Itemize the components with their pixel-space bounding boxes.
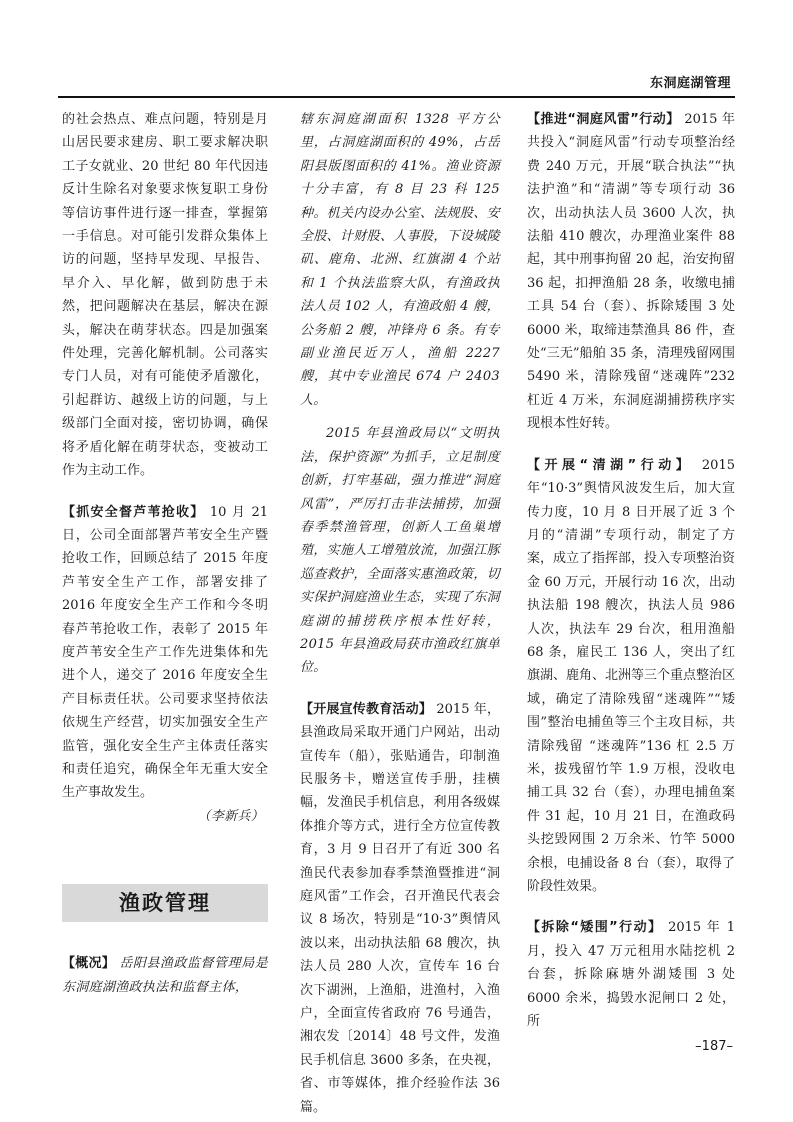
col2-paragraph-3-body: 2015 年，县渔政局采取开通门户网站，出动宣传车（船），张贴通告，印制渔民服务卡，赠送宣传手册，挂横幅，发渔民手机信息，利用各级媒体推介等方式，进行全方位宣传教育，3 月 9 日召开了有近 300 名渔民代表参加春季禁渔暨推进“洞庭风雷”工作会，召开渔民代表会议 8 场次，特别是“10·3”舆情风波以来，出动执法船 68 艘次，执法人员 280 人次，宣传车 16 台次下湖洲，上渔船，进渔村，入渔户，全面宣传省政府 76 号通告，湘农发〔2014〕48 号文件，发渔民手机信息 3600 多条，在央视，省、市等媒体，推介经验作法 36 篇。	[300, 701, 500, 1115]
column-3	[527, 108, 736, 1030]
col1-paragraph-3-body: 岳阳县渔政监督管理局是东洞庭湖渔政执法和监督主体，	[62, 956, 268, 995]
column-2	[300, 108, 500, 1115]
subheading-safety: 【抓安全督芦苇抢收】	[62, 504, 205, 520]
header-rule	[58, 96, 735, 98]
subheading-thunder: 【推进“洞庭风雷”行动】	[527, 112, 680, 127]
col3-paragraph-2-body: 2015 年“10·3”舆情风波发生后，加大宣传力度，10 月 8 日开展了近 3 个月的“清湖”专项行动，制定了方案，成立了指挥部，投入专项整治资金 60 万元，开展行动 16 次，出动执法船 198 艘次，执法人员 986 人次，执法车 29 台次，租用渔船 68 条，雇民工 136 人，突出了红旗湖、鹿角、北洲等三个重点整治区域，确定了清除残留“迷魂阵”“矮围”整治电捕鱼等三个主攻目标，共清除残留 “迷魂阵”136 杠 2.5 万米，拔残留竹竿 1.9 万根，没收电捕工具 32 台（套），办理电捕鱼案件 31 起，10 月 21 日，在渔政码头挖毁网围 2 万余米、竹竿 5000 余根，电捕设备 8 台（套），取得了阶段性效果。	[527, 457, 736, 894]
subheading-publicity: 【开展宣传教育活动】	[300, 701, 433, 717]
col3-paragraph-1	[527, 108, 735, 436]
column-1	[62, 108, 268, 1022]
col2-paragraph-2: 2015 年县渔政局以“文明执法，保护资源”为抓手，立足制度创新，打牢基础，强力推进“洞庭风雷”，严厉打击非法捕捞，加强春季禁渔管理，创新人工鱼巢增殖，实施人工增殖放流，加强江豚巡查救护，全面落实惠渔政策，切实保护洞庭渔业生态，实现了东洞庭湖的捕捞秩序根本性好转，2015 年县渔政局获市渔政红旗单位。	[300, 426, 500, 676]
col1-paragraph-2	[62, 501, 268, 805]
col2-paragraph-1: 辖东洞庭湖面积 1328 平方公里，占洞庭湖面积的 49%，占岳阳县版图面积的 41%。渔业资源十分丰富，有 8 目 23 科 125 种。机关内设办公室、法规股、安全股、计财股、人事股，下设城陵矶、鹿角、北洲、红旗湖 4 个站和 1 个执法监察大队，有渔政执法人员 102 人，有渔政船 4 艘，公务船 2 艘，冲锋舟 6 条。有专副业渔民近万人，渔船 2227 艘，其中专业渔民 674 户 2403 人。	[300, 112, 500, 408]
col3-paragraph-3	[527, 916, 735, 1033]
page-number: –187–	[695, 1039, 733, 1054]
subheading-clear-lake: 【开展“清湖”行动】	[527, 457, 694, 473]
subheading-dismantle: 【拆除“矮围”行动】	[527, 920, 663, 936]
col3-paragraph-1-body: 2015 年共投入“洞庭风雷”行动专项整治经费 240 万元，开展“联合执法”“执法护渔”和“清湖”等专项行动 36 次，出动执法人员 3600 人次，执法船 410 艘次，办理渔业案件 88 起，其中刑事拘留 20 起，治安拘留 36 起，扣押渔船 28 条，收缴电捕工具 54 台（套）、拆除矮围 3 处 6000 米，取缔违禁渔具 86 件，查处“三无”船舶 35 条，清理残留网围 5490 米，清除残留“迷魂阵”232 杠近 4 万米，东洞庭湖捕捞秩序实现根本性好转。	[527, 112, 735, 432]
col1-paragraph-1: 的社会热点、难点问题，特别是月山居民要求建房、职工要求解决职工子女就业、20 世纪 80 年代因违反计生除名对象要求恢复职工身份等信访事件进行逐一排查，掌握第一手信息。对可能引发群众集体上访的问题，坚持早发现、早报告、早介入、早化解，做到防患于未然，把问题解决在基层，解决在源头，解决在萌芽状态。四是加强案件处理，完善化解机制。公司落实专门人员，对有可能使矛盾激化，引起群访、越级上访的问题，与上级部门全面对接，密切协调，确保将矛盾化解在萌芽状态，变被动工作为主动工作。	[62, 112, 268, 479]
col2-paragraph-3	[300, 698, 500, 1119]
col3-paragraph-2	[527, 454, 735, 899]
col1-paragraph-2-body: 10 月 21 日，公司全面部署芦苇安全生产暨抢收工作，回顾总结了 2015 年度芦苇安全生产工作，部署安排了 2016 年度安全生产工作和今冬明春芦苇抢收工作，表彰了 2015 年度芦苇安全生产工作先进集体和先进个人，递交了 2016 年度安全生产目标责任状。公司要求坚持依法依规生产经营，切实加强安全生产监管，强化安全生产主体责任落实和责任追究，确保全年无重大安全生产事故发生。	[62, 504, 268, 801]
section-title: 渔政管理	[62, 884, 268, 922]
col3-paragraph-3-body: 2015 年 1 月，投入 47 万元租用水陆挖机 2 台套，拆除麻塘外湖矮围 3 处 6000 余米，捣毁水泥闸口 2 处，所	[527, 920, 735, 1030]
running-header-title: 东洞庭湖管理	[649, 76, 731, 91]
subheading-overview: 【概况】	[62, 956, 115, 972]
author-credit: （李新兵）	[197, 808, 264, 824]
col1-paragraph-3	[62, 952, 268, 999]
